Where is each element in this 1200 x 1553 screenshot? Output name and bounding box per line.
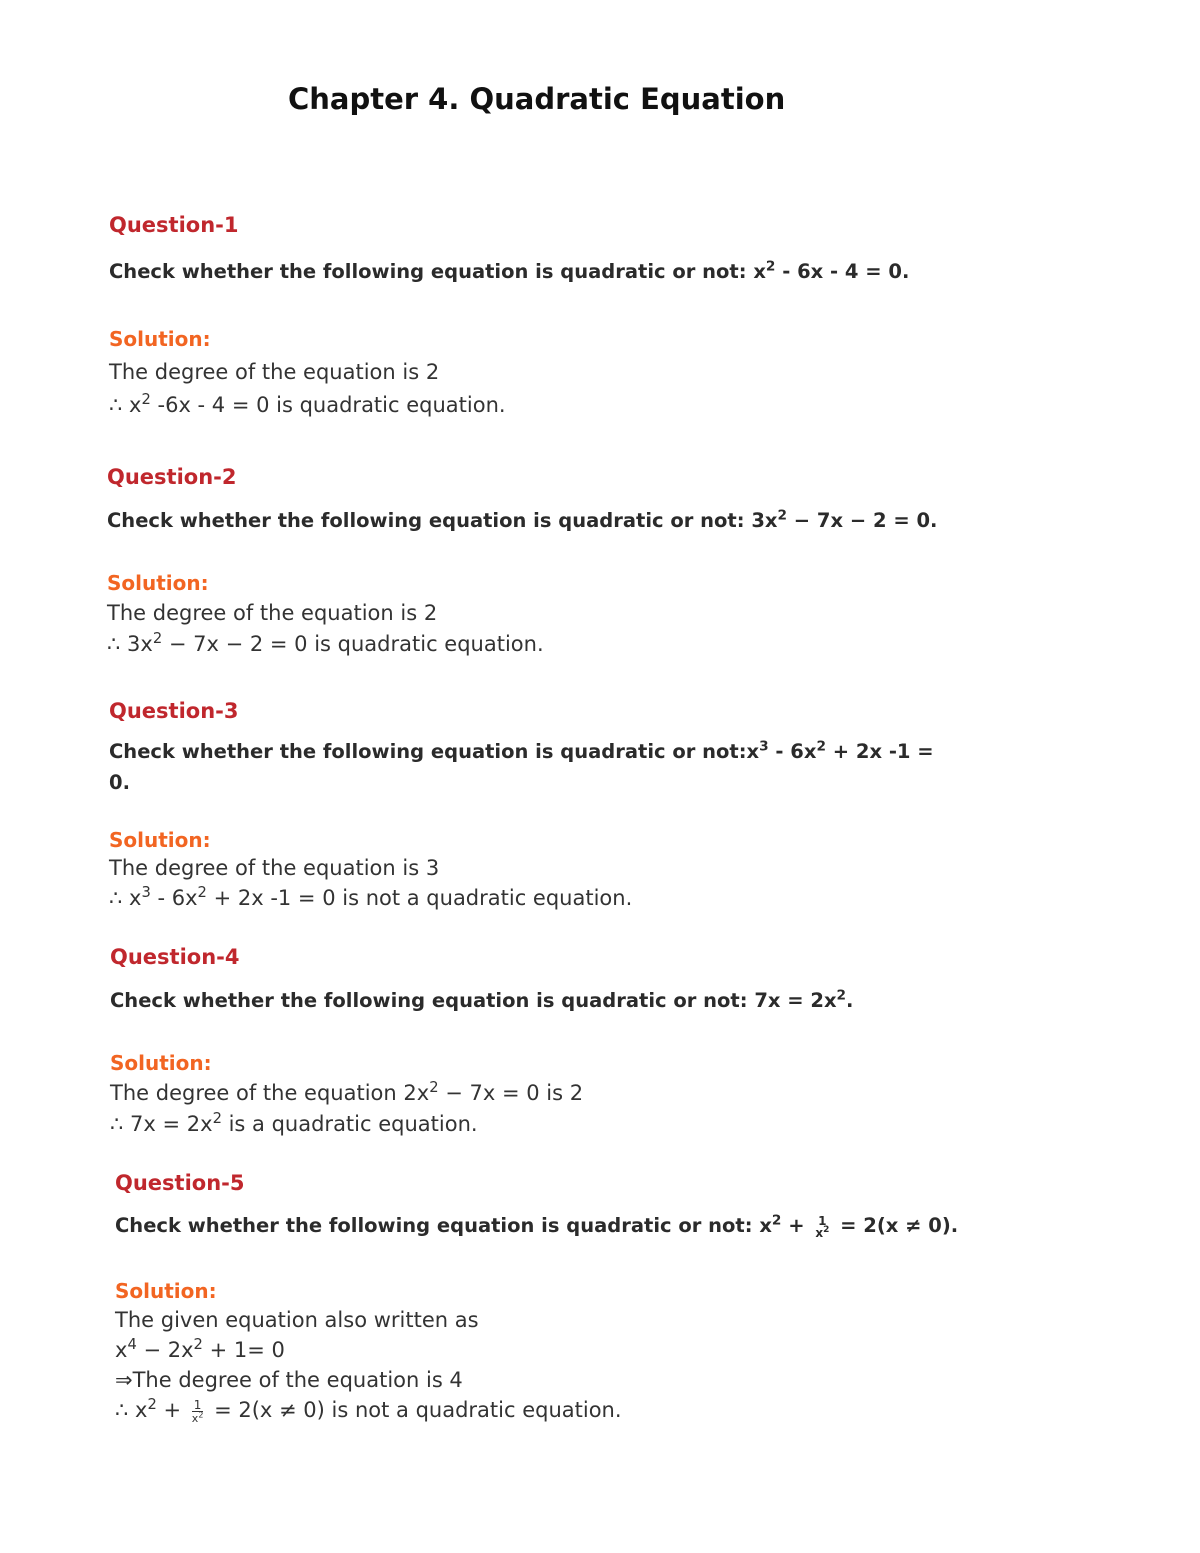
- fraction-one-over-x-squared-solution: $\frac{1}{x^2}$: [191, 1397, 204, 1425]
- solution-5-heading: Solution:: [115, 1279, 217, 1303]
- question-5-heading: Question-5: [115, 1171, 245, 1195]
- solution-5-line-2: $x^4 - 2x^2 + 1= 0$: [115, 1335, 285, 1362]
- question-1-heading: Question-1: [109, 213, 239, 237]
- fraction-one-over-x-squared: 1 $x^2$: [815, 1213, 830, 1240]
- question-1-text: Check whether the following equation is quadratic or not: $x^2 - 6x - 4 = 0$.: [109, 258, 910, 283]
- solution-2-heading: Solution:: [107, 571, 209, 595]
- question-4-heading: Question-4: [110, 945, 240, 969]
- page-title: Chapter 4. Quadratic Equation: [288, 82, 786, 116]
- solution-4-heading: Solution:: [110, 1051, 212, 1075]
- question-5-text: Check whether the following equation is quadratic or not: $x^2$ + 1 $x^2$ = 2(x ≠ 0).: [115, 1212, 959, 1240]
- solution-2-line-2: ∴ $3x^2 - 7x - 2 = 0$ is quadratic equation.: [107, 629, 544, 656]
- solution-5-line-4: ∴ $x^2$ + $\frac{1}{x^2}$ = 2(x ≠ 0) is not a quadratic equation.: [115, 1395, 622, 1425]
- solution-5-line-1: The given equation also written as: [115, 1308, 479, 1332]
- solution-1-heading: Solution:: [109, 327, 211, 351]
- solution-3-line-1: The degree of the equation is 3: [109, 856, 440, 880]
- solution-4-line-2: ∴ $7x = 2x^2$ is a quadratic equation.: [110, 1109, 478, 1136]
- solution-3-heading: Solution:: [109, 828, 211, 852]
- solution-2-line-1: The degree of the equation is 2: [107, 601, 438, 625]
- solution-5-line-3: ⇒The degree of the equation is 4: [115, 1368, 463, 1392]
- solution-1-line-2: ∴ $x^2$ -6x - 4 = 0 is quadratic equation.: [109, 390, 506, 417]
- solution-1-line-1: The degree of the equation is 2: [109, 360, 440, 384]
- question-3-heading: Question-3: [109, 699, 239, 723]
- question-2-text: Check whether the following equation is quadratic or not: $3x^2 - 7x - 2 = 0$.: [107, 507, 938, 532]
- question-4-text: Check whether the following equation is quadratic or not: $7x = 2x^2$.: [110, 987, 854, 1012]
- question-3-text: Check whether the following equation is quadratic or $not:x^3 - 6x^2 + 2x$ -1 = 0.: [109, 738, 934, 794]
- solution-4-line-1: The degree of the equation $2x^2 - 7x = 0$ is 2: [110, 1078, 584, 1105]
- solution-3-line-2: ∴ $x^3 - 6x^2 + 2x$ -1 = 0 is not a quadratic equation.: [109, 883, 633, 910]
- question-2-heading: Question-2: [107, 465, 237, 489]
